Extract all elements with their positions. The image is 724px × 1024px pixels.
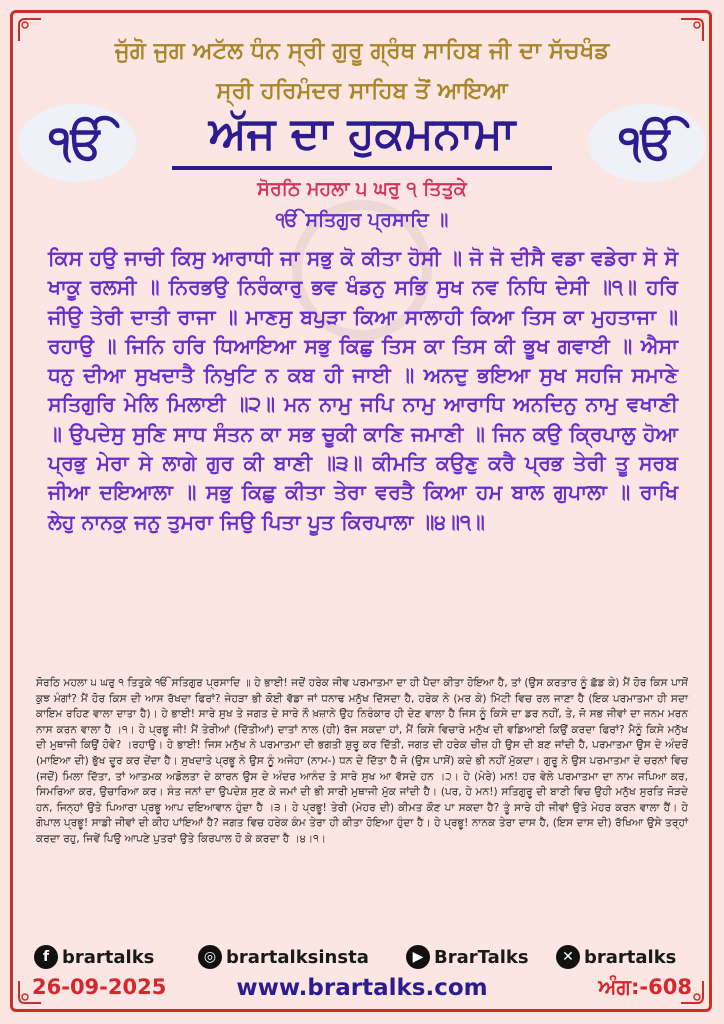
translation-text: ਸੋਰਠਿ ਮਹਲਾ ੫ ਘਰੁ ੧ ਤਿਤੁਕੇ ੴ ਸਤਿਗੁਰ ਪ੍ਰਸਾਦਿ ॥ ਹੇ ਭਾਈ! ਜਦੋਂ ਹਰੇਕ ਜੀਵ ਪਰਮਾਤਮਾ ਦਾ ਹੀ ਪੈਦਾ ਕੀਤਾ ਹੋਇਆ ਹੈ, ਤਾਂ (ਉਸ ਕਰਤਾਰ ਨੂੰ ਛੱਡ ਕੇ) ਮੈਂ ਹੋਰ ਕਿਸ ਪਾਸੋਂ ਕੁਝ ਮੰਗਾਂ? ਮੈਂ ਹੋਰ ਕਿਸ ਦੀ ਆਸ ਰੱਖਦਾ ਫਿਰਾਂ? ਜੇਹੜਾ ਭੀ ਕੋਈ ਵੱਡਾ ਜਾਂ ਧਨਾਢ ਮਨੁੱਖ ਦਿੱਸਦਾ ਹੈ, ਹਰੇਕ ਨੇ (ਮਰ ਕੇ) ਮਿੱਟੀ ਵਿਚ ਰਲ ਜਾਣਾ ਹੈ (ਇਕ ਪਰਮਾਤਮਾ ਹੀ ਸਦਾ ਕਾਇਮ ਰਹਿਣ ਵਾਲਾ ਦਾਤਾ ਹੈ)। ਹੇ ਭਾਈ! ਸਾਰੇ ਸੁਖ ਤੇ ਜਗਤ ਦੇ ਸਾਰੇ ਨੌ ਖ਼ਜ਼ਾਨੇ ਉਹ ਨਿਰੰਕਾਰ ਹੀ ਦੇਣ ਵਾਲਾ ਹੈ ਜਿਸ ਨੂੰ ਕਿਸੇ ਦਾ ਡਰ ਨਹੀਂ, ਤੇ, ਜੋ ਸਭ ਜੀਵਾਂ ਦਾ ਜਨਮ ਮਰਨ ਨਾਸ ਕਰਨ ਵਾਲਾ ਹੈ ।੧। ਹੇ ਪ੍ਰਭੂ ਜੀ! ਮੈਂ ਤੇਰੀਆਂ (ਦਿੱਤੀਆਂ) ਦਾਤਾਂ ਨਾਲ (ਹੀ) ਰੱਜ ਸਕਦਾ ਹਾਂ, ਮੈਂ ਕਿਸੇ ਵਿਚਾਰੇ ਮਨੁੱਖ ਦੀ ਵਡਿਆਈ ਕਿਉਂ ਕਰਦਾ ਫਿਰਾਂ? ਮੈਨੂੰ ਕਿਸੇ ਮਨੁੱਖ ਦੀ ਮੁਥਾਜੀ ਕਿਉਂ ਹੋਵੇ? ।ਰਹਾਉ। ਹੇ ਭਾਈ! ਜਿਸ ਮਨੁੱਖ ਨੇ ਪਰਮਾਤਮਾ ਦੀ ਭਗਤੀ ਸ਼ੁਰੂ ਕਰ ਦਿੱਤੀ, ਜਗਤ ਦੀ ਹਰੇਕ ਚੀਜ਼ ਹੀ ਉਸ ਦੀ ਬਣ ਜਾਂਦੀ ਹੈ, ਪਰਮਾਤਮਾ ਉਸ ਦੇ ਅੰਦਰੋਂ (ਮਾਇਆ ਦੀ) ਭੁੱਖ ਦੂਰ ਕਰ ਦੇਂਦਾ ਹੈ। ਸੁਖਦਾਤੇ ਪ੍ਰਭੂ ਨੇ ਉਸ ਨੂੰ ਅਜੇਹਾ (ਨਾਮ-) ਧਨ ਦੇ ਦਿੱਤਾ ਹੈ ਜੋ (ਉਸ ਪਾਸੋਂ) ਕਦੇ ਭੀ ਨਹੀਂ ਮੁੱਕਦਾ। ਗੁਰੂ ਨੇ ਉਸ ਪਰਮਾਤਮਾ ਦੇ ਚਰਨਾਂ ਵਿਚ (ਜਦੋਂ) ਮਿਲਾ ਦਿੱਤਾ, ਤਾਂ ਆਤਮਕ ਅਡੋਲਤਾ ਦੇ ਕਾਰਨ ਉਸ ਦੇ ਅੰਦਰ ਆਨੰਦ ਤੇ ਸਾਰੇ ਸੁਖ ਆ ਵੱਸਦੇ ਹਨ ।੨। ਹੇ (ਮੇਰੇ) ਮਨ! ਹਰ ਵੇਲੇ ਪਰਮਾਤਮਾ ਦਾ ਨਾਮ ਜਪਿਆ ਕਰ, ਸਿਮਰਿਆ ਕਰ, ਉਚਾਰਿਆ ਕਰ। ਸੰਤ ਜਨਾਂ ਦਾ ਉਪਦੇਸ਼ ਸੁਣ ਕੇ ਜਮਾਂ ਦੀ ਭੀ ਸਾਰੀ ਮੁਥਾਜੀ ਮੁੱਕ ਜਾਂਦੀ ਹੈ। (ਪਰ, ਹੇ ਮਨ!) ਸਤਿਗੁਰੂ ਦੀ ਬਾਣੀ ਵਿਚ ਉਹੀ ਮਨੁੱਖ ਸੁਰਤਿ ਜੋੜਦੇ ਹਨ, ਜਿਨ੍ਹਾਂ ਉਤੇ ਪਿਆਰਾ ਪ੍ਰਭੂ ਆਪ ਦਇਆਵਾਨ ਹੁੰਦਾ ਹੈ ।੩। ਹੇ ਪ੍ਰਭੂ! ਤੇਰੀ (ਮੇਹਰ ਦੀ) ਕੀਮਤ ਕੌਣ ਪਾ ਸਕਦਾ ਹੈ? ਤੂੰ ਸਾਰੇ ਹੀ ਜੀਵਾਂ ਉਤੇ ਮੇਹਰ ਕਰਨ ਵਾਲਾ ਹੈਂ। ਹੇ ਗੋਪਾਲ ਪ੍ਰਭੂ! ਸਾਡੀ ਜੀਵਾਂ ਦੀ ਕੀਹ ਪਾਂਇਆਂ ਹੈ? ਜਗਤ ਵਿਚ ਹਰੇਕ ਕੰਮ ਤੇਰਾ ਹੀ ਕੀਤਾ ਹੋਇਆ ਹੁੰਦਾ ਹੈ। ਹੇ ਪ੍ਰਭੂ! ਨਾਨਕ ਤੇਰਾ ਦਾਸ ਹੈ, (ਇਸ ਦਾਸ ਦੀ) ਰੱਖਿਆ ਉਸੇ ਤਰ੍ਹਾਂ ਕਰਦਾ ਰਹੁ, ਜਿਵੇਂ ਪਿਉ ਆਪਣੇ ਪੁਤਰਾਂ ਉਤੇ ਕਿਰਪਾਲ ਹੋ ਕੇ ਕਰਦਾ ਹੈ ।੪।੧। (36, 677, 688, 845)
x-handle: brartalks (584, 946, 677, 968)
header-line-2: ਸ੍ਰੀ ਹਰਿਮੰਦਰ ਸਾਹਿਬ ਤੋਂ ਆਇਆ (216, 78, 508, 104)
youtube-icon: ▶ (406, 945, 430, 969)
instagram-handle: brartalksinsta (226, 946, 369, 968)
mool-mantar-line: ੴ ਸਤਿਗੁਰ ਪ੍ਰਸਾਦਿ ॥ (275, 209, 449, 231)
youtube-link[interactable] (406, 944, 529, 970)
ik-onkar-right-badge: ੴ (588, 104, 706, 182)
raag-heading: ਸੋਰਠਿ ਮਹਲਾ ੫ ਘਰੁ ੧ ਤਿਤੁਕੇ (257, 178, 467, 200)
x-icon: ✕ (556, 945, 580, 969)
date-label: 26-09-2025 (32, 975, 167, 999)
instagram-link[interactable] (198, 944, 369, 970)
facebook-link[interactable] (34, 944, 154, 970)
facebook-handle: brartalks (62, 946, 155, 968)
ik-onkar-left-badge: ੴ (18, 104, 136, 182)
shabad-text: ਕਿਸ ਹਉ ਜਾਚੀ ਕਿਸੁ ਆਰਾਧੀ ਜਾ ਸਭੁ ਕੋ ਕੀਤਾ ਹੋਸੀ ॥ ਜੋ ਜੋ ਦੀਸੈ ਵਡਾ ਵਡੇਰਾ ਸੋ ਸੋ ਖਾਕੂ ਰਲਸੀ ॥ ਨਿਰਭਉ ਨਿਰੰਕਾਰੁ ਭਵ ਖੰਡਨੁ ਸਭਿ ਸੁਖ ਨਵ ਨਿਧਿ ਦੇਸੀ ॥੧॥ ਹਰਿ ਜੀਉ ਤੇਰੀ ਦਾਤੀ ਰਾਜਾ ॥ ਮਾਣਸੁ ਬਪੁੜਾ ਕਿਆ ਸਾਲਾਹੀ ਕਿਆ ਤਿਸ ਕਾ ਮੁਹਤਾਜਾ ॥ ਰਹਾਉ ॥ ਜਿਨਿ ਹਰਿ ਧਿਆਇਆ ਸਭੁ ਕਿਛੁ ਤਿਸ ਕਾ ਤਿਸ ਕੀ ਭੂਖ ਗਵਾਈ ॥ ਐਸਾ ਧਨੁ ਦੀਆ ਸੁਖਦਾਤੈ ਨਿਖੁਟਿ ਨ ਕਬ ਹੀ ਜਾਈ ॥ ਅਨਦੁ ਭਇਆ ਸੁਖ ਸਹਜਿ ਸਮਾਣੇ ਸਤਿਗੁਰਿ ਮੇਲਿ ਮਿਲਾਈ ॥੨॥ ਮਨ ਨਾਮੁ ਜਪਿ ਨਾਮੁ ਆਰਾਧਿ ਅਨਦਿਨੁ ਨਾਮੁ ਵਖਾਣੀ ॥ ਉਪਦੇਸੁ ਸੁਣਿ ਸਾਧ ਸੰਤਨ ਕਾ ਸਭ ਚੂਕੀ ਕਾਣਿ ਜਮਾਣੀ ॥ ਜਿਨ ਕਉ ਕ੍ਰਿਪਾਲੁ ਹੋਆ ਪ੍ਰਭੁ ਮੇਰਾ ਸੇ ਲਾਗੇ ਗੁਰ ਕੀ ਬਾਣੀ ॥੩॥ ਕੀਮਤਿ ਕਉਣੁ ਕਰੈ ਪ੍ਰਭ ਤੇਰੀ ਤੂ ਸਰਬ ਜੀਆ ਦਇਆਲਾ ॥ ਸਭੁ ਕਿਛੁ ਕੀਤਾ ਤੇਰਾ ਵਰਤੈ ਕਿਆ ਹਮ ਬਾਲ ਗੁਪਾਲਾ ॥ ਰਾਖਿ ਲੇਹੁ ਨਾਨਕੁ ਜਨੁ ਤੁਮਰਾ ਜਿਉ ਪਿਤਾ ਪੂਤ ਕਿਰਪਾਲਾ ॥੪॥੧॥ (48, 246, 678, 534)
website-link[interactable]: www.brartalks.com (236, 975, 488, 1001)
facebook-icon: f (34, 945, 58, 969)
page-title: ਅੱਜ ਦਾ ਹੁਕਮਨਾਮਾ (208, 108, 516, 159)
ang-number: ਅੰਗ:-608 (598, 975, 692, 999)
header-line-1: ਜੁੱਗੋ ਜੁਗ ਅਟੱਲ ਧੰਨ ਸ੍ਰੀ ਗੁਰੂ ਗ੍ਰੰਥ ਸਾਹਿਬ ਜੀ ਦਾ ਸੱਚਖੰਡ (114, 38, 610, 64)
title-underline (172, 166, 552, 170)
x-link[interactable] (556, 944, 676, 970)
youtube-handle: BrarTalks (434, 946, 529, 968)
instagram-icon: ◎ (198, 945, 222, 969)
